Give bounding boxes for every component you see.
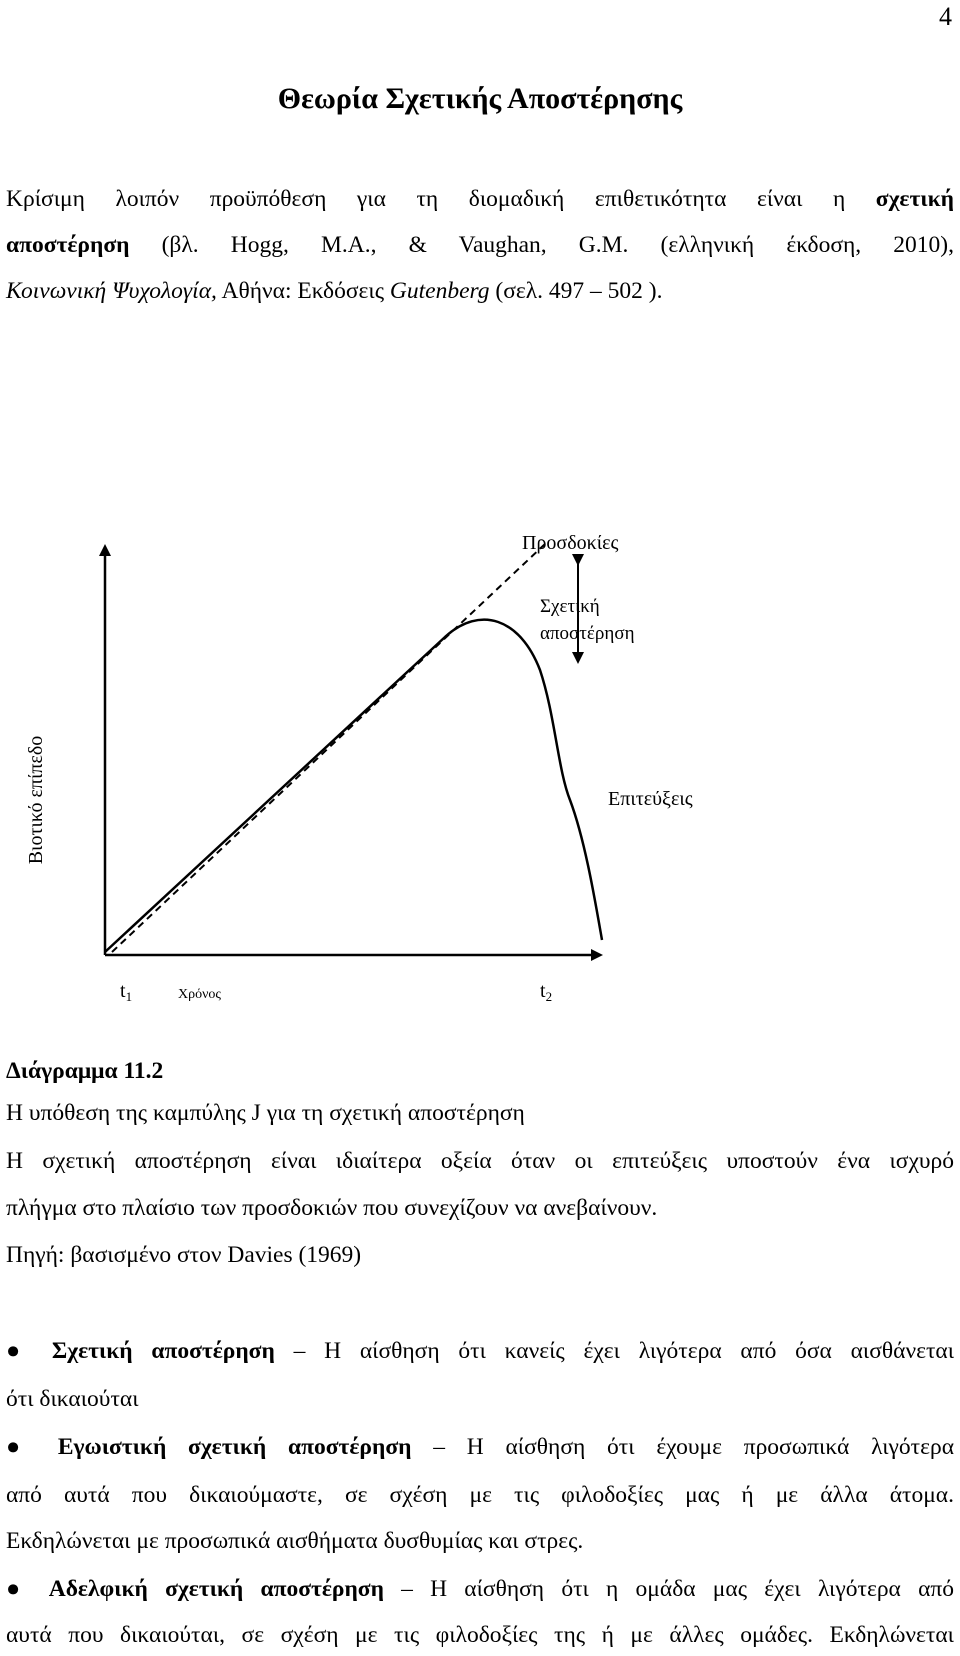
intro-term: σχετική [875, 186, 954, 212]
publisher-prefix: Αθήνα: Εκδόσεις [216, 278, 390, 304]
bullet-2-line-2: από αυτά που δικαιούμαστε, σε σχέση με τις φιλοδοξίες μας ή με άλλα άτομα. [6, 1482, 954, 1508]
page-title: Θεωρία Σχετικής Αποστέρησης [277, 82, 683, 115]
t2-letter: t [540, 980, 546, 1002]
gap-label-line-1: Σχετική [540, 596, 600, 617]
bullet-2-text: Η αίσθηση ότι έχουμε προσωπικά λιγότερα [466, 1434, 955, 1460]
intro-citation: (βλ. Hogg, M.A., & Vaughan, G.M. (ελληνική έκδοση, 2010), [129, 232, 954, 258]
bullet-3-dash: – [401, 1576, 413, 1602]
bullet-2-symbol: ● [6, 1434, 37, 1460]
book-title: Κοινωνική Ψυχολογία, [6, 278, 217, 304]
t2-label [540, 980, 552, 1005]
bullet-1-dash: – [293, 1338, 306, 1364]
caption-line-3: πλήγμα στο πλαίσιο των προσδοκιών που συνεχίζουν να ανεβαίνουν. [6, 1195, 658, 1221]
bullet-3-text: Η αίσθηση ότι η ομάδα μας έχει λιγότερα από [430, 1576, 955, 1602]
expectations-label: Προσδοκίες [522, 532, 619, 554]
caption-line-2: Η σχετική αποστέρηση είναι ιδιαίτερα οξεία όταν οι επιτεύξεις υποστούν ένα ισχυρό [6, 1148, 954, 1174]
achievements-curve [105, 620, 602, 952]
caption-source: Πηγή: βασισμένο στον Davies (1969) [6, 1242, 362, 1268]
expectations-line [112, 544, 545, 952]
intro-line-2 [6, 232, 954, 259]
bullet-2-line-3: Εκδηλώνεται με προσωπικά αισθήματα δυσθυμίας και στρες. [6, 1528, 584, 1554]
j-curve-diagram [0, 500, 960, 1020]
achievements-label: Επιτεύξεις [608, 788, 693, 810]
page-range: (σελ. 497 – 502 ). [489, 278, 663, 304]
caption-line-1: Η υπόθεση της καμπύλης J για τη σχετική αποστέρηση [6, 1100, 525, 1126]
bullet-2-term: Εγωιστική σχετική αποστέρηση [57, 1434, 412, 1460]
publisher-name: Gutenberg [389, 278, 490, 304]
bullet-3-symbol: ● [6, 1576, 32, 1602]
bullet-1-symbol: ● [6, 1338, 34, 1364]
bullet-1-term: Σχετική αποστέρηση [51, 1338, 275, 1364]
bullet-3-line-1 [6, 1576, 954, 1603]
bullet-3-term: Αδελφική σχετική αποστέρηση [48, 1576, 384, 1602]
page-number: 4 [939, 2, 952, 31]
bullet-2-line-1 [6, 1434, 954, 1461]
intro-line-3 [6, 278, 954, 305]
t1-label [120, 980, 132, 1005]
gap-label-line-2: αποστέρηση [540, 623, 635, 644]
bullet-1-line-2: ότι δικαιούται [6, 1386, 139, 1412]
bullet-2-dash: – [433, 1434, 445, 1460]
intro-term-cont: αποστέρηση [6, 232, 130, 258]
x-axis-label: Χρόνος [178, 987, 221, 1002]
t2-subscript: 2 [545, 989, 553, 1004]
figure-heading: Διάγραμμα 11.2 [6, 1058, 164, 1084]
bullet-1-line-1 [6, 1338, 954, 1365]
intro-text: Κρίσιμη λοιπόν προϋπόθεση για τη διομαδική επιθετικότητα είναι η [6, 186, 876, 212]
t1-letter: t [120, 980, 126, 1002]
bullet-1-text: Η αίσθηση ότι κανείς έχει λιγότερα από όσα αισθάνεται [324, 1338, 955, 1364]
y-axis-label: Βιοτικό επίπεδο [25, 735, 47, 865]
intro-line-1 [6, 186, 954, 213]
t1-subscript: 1 [125, 989, 133, 1004]
bullet-3-line-2: αυτά που δικαιούται, σε σχέση με τις φιλοδοξίες της ή με άλλες ομάδες. Εκδηλώνεται [6, 1622, 954, 1648]
